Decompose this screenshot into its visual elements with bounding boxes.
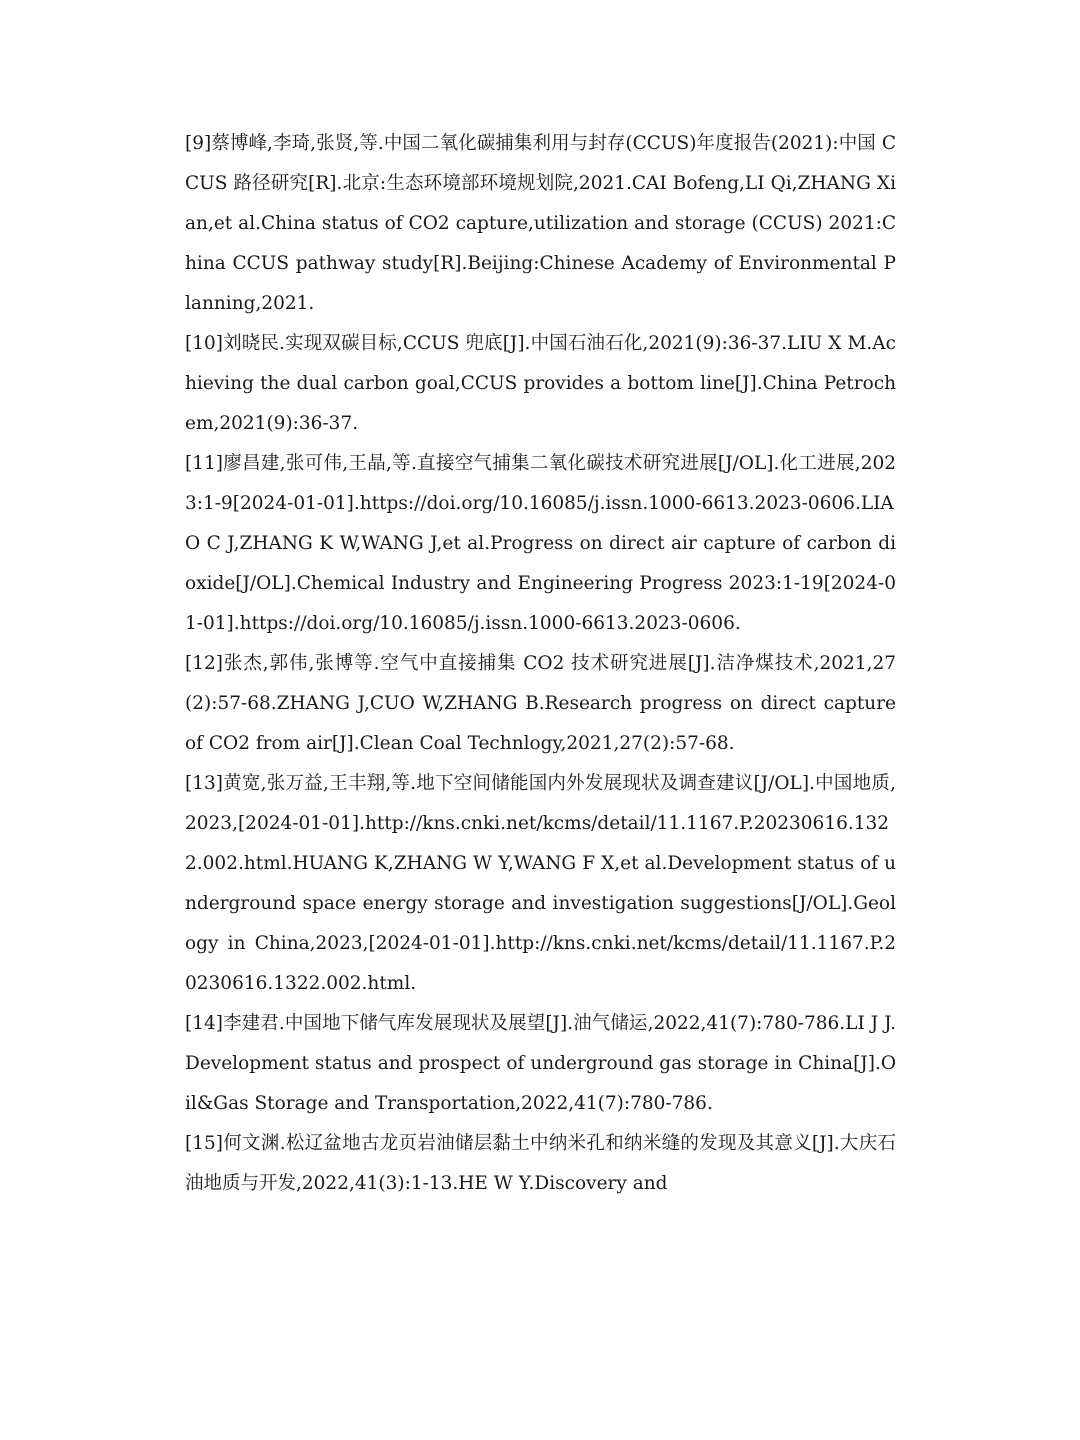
reference-item-15: [15]何文渊.松辽盆地古龙页岩油储层黏土中纳米孔和纳米缝的发现及其意义[J].大庆石油地质与开发,2022,41(3):1-13.HE W Y.Discovery and (185, 1133, 896, 1194)
reference-item-10: [10]刘晓民.实现双碳目标,CCUS 兜底[J].中国石油石化,2021(9):36-37.LIU X M.Achieving the dual carbon goal,CCUS provides a bottom line[J].China Petrochem,2021(9):36-37. (185, 333, 896, 434)
reference-list (185, 124, 896, 1204)
reference-item-14: [14]李建君.中国地下储气库发展现状及展望[J].油气储运,2022,41(7):780-786.LI J J.Development status and prospect of underground gas storage in China[J].Oil&Gas Storage and Transportation,2022,41(7):780-786. (185, 1013, 896, 1114)
reference-item-9: [9]蔡博峰,李琦,张贤,等.中国二氧化碳捕集利用与封存(CCUS)年度报告(2021):中国 CCUS 路径研究[R].北京:生态环境部环境规划院,2021.CAI Bofeng,LI Qi,ZHANG Xian,et al.China status of CO2 capture,utilization and storage (CCUS) 2021:China CCUS pathway study[R].Beijing:Chinese Academy of Environmental Planning,2021. (185, 133, 896, 314)
reference-item-11: [11]廖昌建,张可伟,王晶,等.直接空气捕集二氧化碳技术研究进展[J/OL].化工进展,2023:1-9[2024-01-01].https://doi.org/10.16085/j.issn.1000-6613.2023-0606.LIAO C J,ZHANG K W,WANG J,et al.Progress on direct air capture of carbon dioxide[J/OL].Chemical Industry and Engineering Progress 2023:1-19[2024-01-01].https://doi.org/10.16085/j.issn.1000-6613.2023-0606. (185, 453, 896, 634)
reference-item-13: [13]黄宽,张万益,王丰翔,等.地下空间储能国内外发展现状及调查建议[J/OL].中国地质,2023,[2024-01-01].http://kns.cnki.net/kcms/detail/11.1167.P.20230616.1322.002.html.HUANG K,ZHANG W Y,WANG F X,et al.Development status of underground space energy storage and investigation suggestions[J/OL].Geology in China,2023,[2024-01-01].http://kns.cnki.net/kcms/detail/11.1167.P.20230616.1322.002.html. (185, 773, 896, 994)
reference-item-12: [12]张杰,郭伟,张博等.空气中直接捕集 CO2 技术研究进展[J].洁净煤技术,2021,27(2):57-68.ZHANG J,CUO W,ZHANG B.Research progress on direct capture of CO2 from air[J].Clean Coal Technlogy,2021,27(2):57-68. (185, 653, 896, 754)
